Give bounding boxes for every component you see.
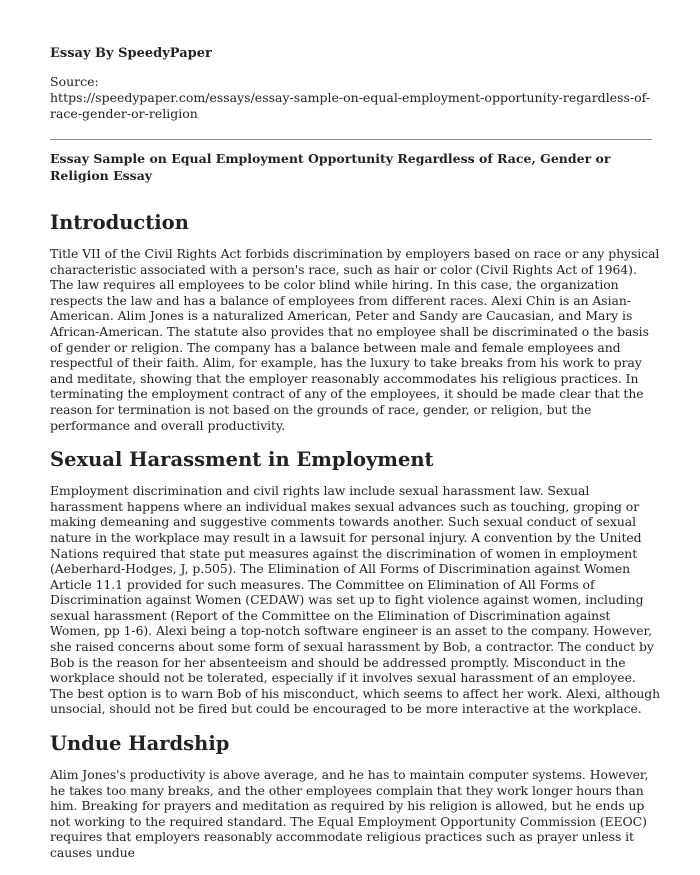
section-paragraph-introduction: Title VII of the Civil Rights Act forbids discrimination by employers based on race or any physical characteristic associated with a person's race, such as hair or color (Civil Rights Act of 1964). The law requires all employees to be color blind while hiring. In this case, the organization respects the law and has a balance of employees from different races. Alexi Chin is an Asian-American. Alim Jones is a naturalized American, Peter and Sandy are Caucasian, and Mary is African-American. The statute also provides that no employee shall be discriminated o the basis of gender or religion. The company has a balance between male and female employees and respectful of their faith. Alim, for example, has the luxury to take breaks from his work to pray and meditate, showing that the employer reasonably accommodates his religious practices. In terminating the employment contract of any of the employees, it should be made clear that the reason for termination is not based on the grounds of race, gender, or religion, but the performance and overall productivity.	[50, 246, 660, 433]
section-paragraph-sexual-harassment: Employment discrimination and civil rights law include sexual harassment law. Sexual harassment happens where an individual makes sexual advances such as touching, groping or making demeaning and suggestive comments towards another. Such sexual conduct of sexual nature in the workplace may result in a lawsuit for personal injury. A convention by the United Nations required that state put measures against the discrimination of women in employment (Aeberhard-Hodges, J, p.505). The Elimination of All Forms of Discrimination against Women Article 11.1 provided for such measures. The Committee on Elimination of All Forms of Discrimination against Women (CEDAW) was set up to fight violence against women, including sexual harassment (Report of the Committee on the Elimination of Discrimination against Women, pp 1-6). Alexi being a top-notch software engineer is an asset to the company. However, she raised concerns about some form of sexual harassment by Bob, a contractor. The conduct by Bob is the reason for her absenteeism and should be addressed promptly. Misconduct in the workplace should not be tolerated, especially if it involves sexual harassment of an employee. The best option is to warn Bob of his misconduct, which seems to affect her work. Alexi, although unsocial, should not be fired but could be encouraged to be more interactive at the workplace.	[50, 483, 661, 717]
header-divider	[50, 139, 652, 140]
section-heading-sexual-harassment: Sexual Harassment in Employment	[50, 448, 434, 472]
document-title: Essay Sample on Equal Employment Opportunity Regardless of Race, Gender or Religion Essay	[50, 151, 611, 183]
source-label: Source:	[50, 74, 99, 89]
essay-body	[50, 210, 662, 875]
section-heading-undue-hardship: Undue Hardship	[50, 732, 230, 756]
source-link[interactable]: https://speedypaper.com/essays/essay-sample-on-equal-employment-opportunity-regardless-of-race-gender-or-religion	[50, 90, 651, 121]
source-block	[50, 74, 655, 122]
section-paragraph-undue-hardship: Alim Jones's productivity is above average, and he has to maintain computer systems. However, he takes too many breaks, and the other employees complain that they work longer hours than him. Breaking for prayers and meditation as required by his religion is allowed, but he ends up not working to the required standard. The Equal Employment Opportunity Commission (EEOC) requires that employers reasonably accommodate religious practices such as prayer unless it causes undue	[50, 767, 649, 860]
brand-title: Essay By SpeedyPaper	[50, 46, 212, 61]
section-heading-introduction: Introduction	[50, 211, 189, 234]
